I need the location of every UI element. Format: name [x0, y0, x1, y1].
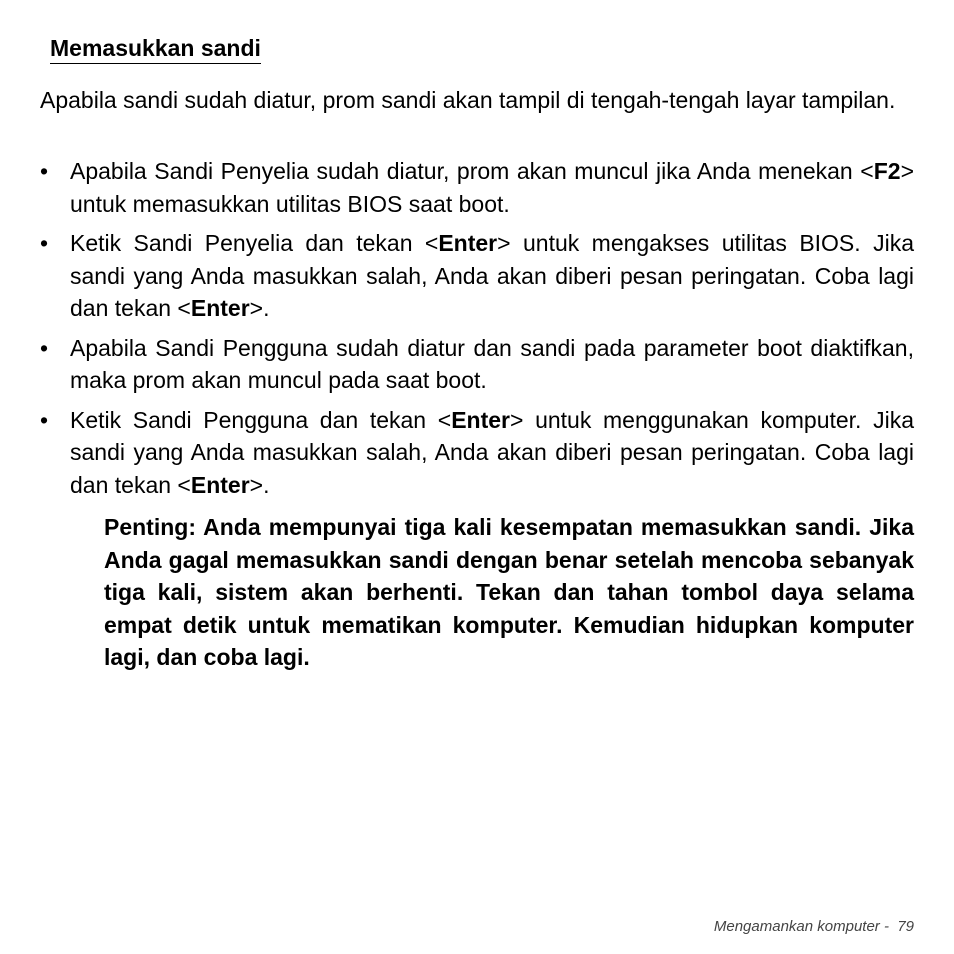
bullet-text: >.: [249, 295, 270, 321]
key-name: Enter: [451, 406, 510, 433]
important-note: Penting: Anda mempunyai tiga kali kesempatan memasukkan sandi. Jika Anda gagal memasukkan sandi dengan benar setelah mencoba sebanyak tiga kali, sistem akan berhenti. Tekan dan tahan tombol daya selama empat detik untuk mematikan komputer. Kemudian hidupkan komputer lagi, dan coba lagi.: [104, 514, 914, 670]
bullet-text: > untuk menggunakan komputer. Jika sandi yang Anda masukkan salah, Anda akan diberi pesan peringatan. Coba lagi dan tekan <: [70, 406, 914, 498]
bullet-text: Ketik Sandi Pengguna dan tekan <: [70, 406, 452, 433]
key-name: Enter: [438, 230, 498, 256]
bullet-icon: •: [40, 334, 49, 361]
page-number: 79: [897, 918, 914, 935]
bullet-item-user-password: [40, 332, 914, 397]
bullet-text: Apabila Sandi Penyelia sudah diatur, prom akan muncul jika Anda menekan <: [70, 158, 874, 184]
bullet-text: Ketik Sandi Penyelia dan tekan <: [70, 230, 439, 256]
key-name: F2: [873, 158, 901, 184]
bullet-list: [40, 155, 914, 508]
intro-paragraph: Apabila sandi sudah diatur, prom sandi akan tampil di tengah-tengah layar tampilan.: [40, 87, 896, 113]
bullet-icon: •: [40, 158, 49, 184]
section-heading: Memasukkan sandi: [50, 34, 261, 64]
bullet-item-f2: [40, 155, 914, 220]
bullet-text: > untuk memasukkan utilitas BIOS saat boot.: [70, 158, 914, 217]
page-footer: [714, 918, 914, 935]
bullet-text: Apabila Sandi Pengguna sudah diatur dan sandi pada parameter boot diaktifkan, maka prom akan muncul pada saat boot.: [70, 334, 914, 393]
bullet-item-supervisor-enter: [40, 227, 914, 325]
bullet-item-user-enter: [40, 404, 914, 502]
bullet-icon: •: [40, 406, 49, 433]
key-name: Enter: [190, 471, 250, 498]
footer-section-title: Mengamankan komputer -: [713, 918, 889, 935]
key-name: Enter: [190, 295, 250, 321]
bullet-icon: •: [40, 230, 49, 256]
bullet-text: >.: [249, 471, 270, 498]
bullet-text: > untuk mengakses utilitas BIOS. Jika sandi yang Anda masukkan salah, Anda akan diberi pesan peringatan. Coba lagi dan tekan <: [70, 230, 914, 321]
